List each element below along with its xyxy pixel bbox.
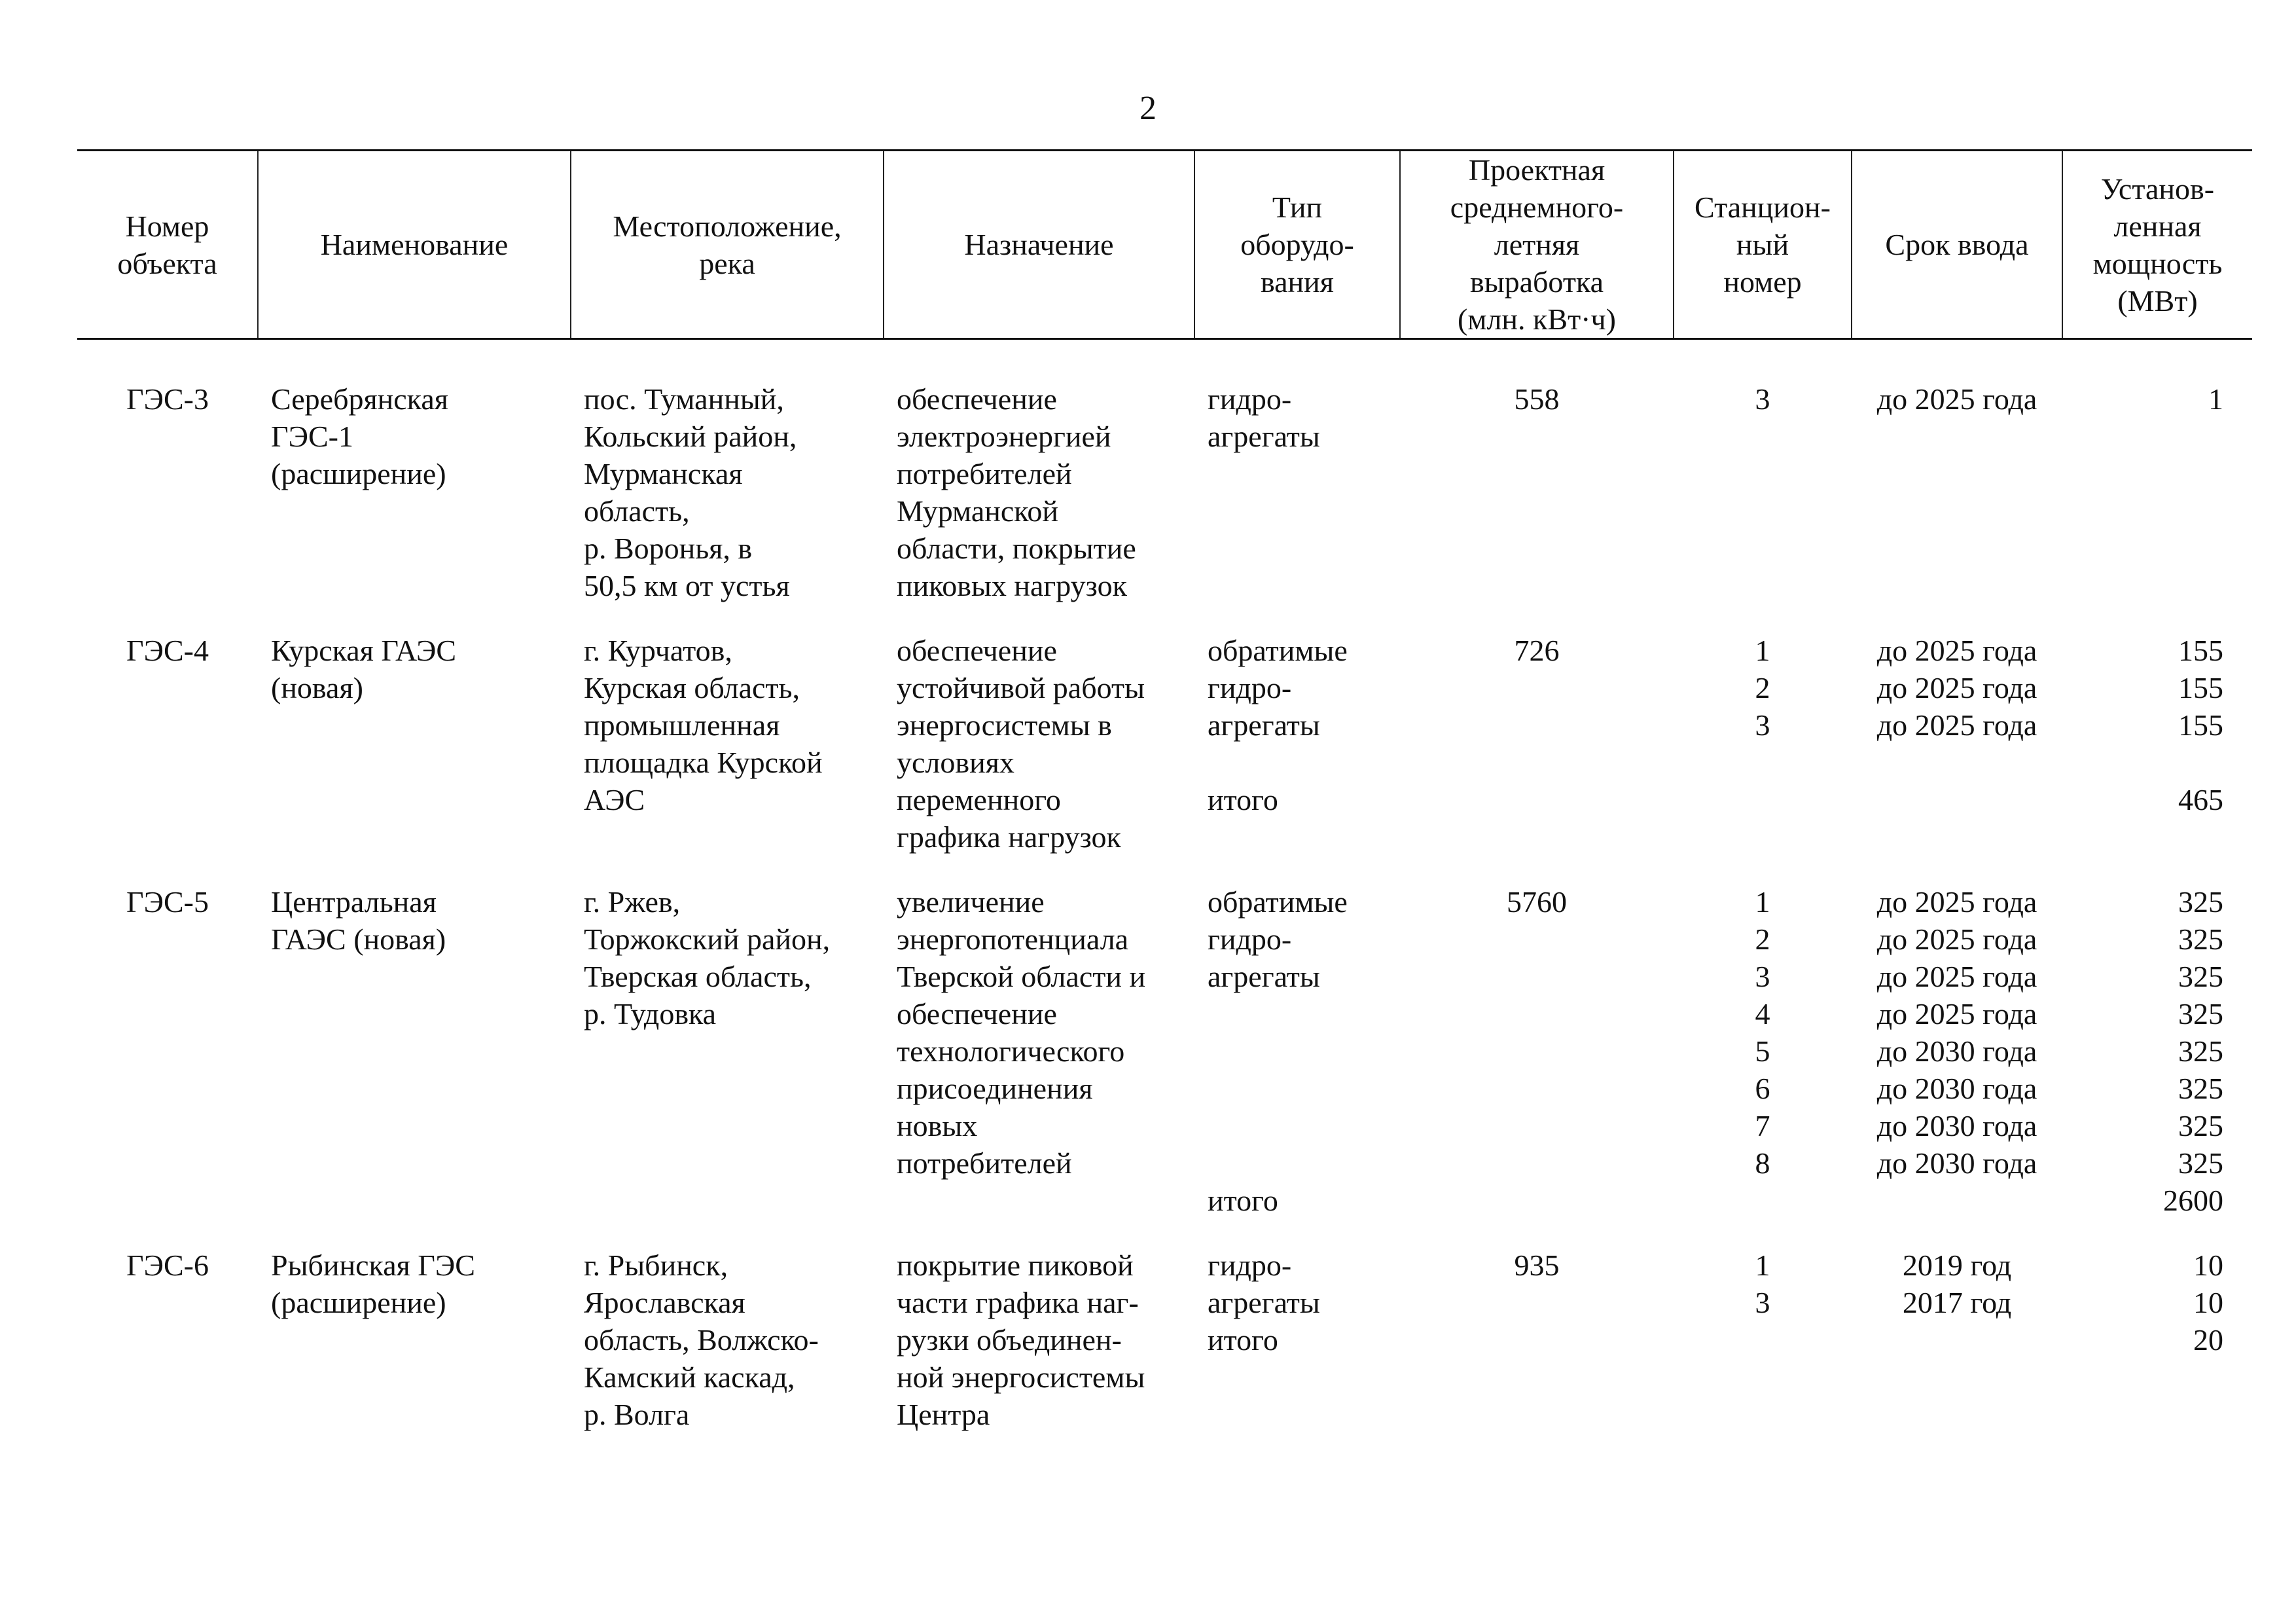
unit-numbers <box>1674 339 1852 632</box>
cell-line: увеличение <box>897 885 1045 919</box>
cell-line: обеспечение <box>897 997 1057 1030</box>
installed-capacity <box>2062 1247 2252 1461</box>
cell-line: пос. Туманный, <box>584 382 784 416</box>
cell-line: обеспечение <box>897 634 1057 667</box>
cell-line: 325 <box>2178 1072 2223 1105</box>
cell-line: до 2025 года <box>1876 997 2037 1030</box>
cell-line: технологического <box>897 1034 1125 1068</box>
cell-line: 3 <box>1755 960 1770 993</box>
header-id <box>77 151 258 339</box>
cell-line: 325 <box>2178 960 2223 993</box>
object-id: ГЭС-4 <box>126 634 209 667</box>
header-schedule <box>1852 151 2062 339</box>
header-capacity <box>2062 151 2252 339</box>
cell-line: Тверская область, <box>584 960 812 993</box>
cell-line: Срок ввода <box>1885 228 2029 261</box>
page-number: 2 <box>1139 90 1157 127</box>
cell-line: 20 <box>2193 1323 2223 1357</box>
cell-line: 2019 год <box>1902 1249 2012 1282</box>
cell-line: покрытие пиковой <box>897 1249 1134 1282</box>
unit-numbers <box>1674 632 1852 883</box>
header-name <box>258 151 571 339</box>
equipment-type <box>1194 632 1400 883</box>
cell-line: область, <box>584 494 690 528</box>
installed-capacity <box>2062 632 2252 883</box>
cell-line: до 2025 года <box>1876 708 2037 742</box>
blank-line <box>1208 1070 1400 1107</box>
cell-line: г. Курчатов, <box>584 634 732 667</box>
cell-line: гидро- <box>1208 1249 1292 1282</box>
cell-line: оборудо- <box>1240 228 1354 261</box>
cell-line: 325 <box>2178 885 2223 919</box>
cell-line: ной энергосистемы <box>897 1360 1145 1394</box>
blank-line <box>1208 1107 1400 1144</box>
cell-line: до 2030 года <box>1876 1034 2037 1068</box>
cell-line: 6 <box>1755 1072 1770 1105</box>
cell-line: 325 <box>2178 1109 2223 1142</box>
cell-line: 50,5 км от устья <box>584 569 790 602</box>
table-row <box>77 632 2252 883</box>
table-row <box>77 883 2252 1247</box>
cell-line: обратимые <box>1208 634 1348 667</box>
cell-line: Ярославская <box>584 1286 745 1319</box>
cell-line: ГАЭС (новая) <box>271 922 446 956</box>
equipment-type <box>1194 339 1400 632</box>
cell-line: выработка <box>1469 265 1604 299</box>
cell-line: 2 <box>1755 671 1770 704</box>
cell-line: части графика наг- <box>897 1286 1139 1319</box>
cell-line: Назначение <box>964 228 1114 261</box>
unit-numbers <box>1674 1247 1852 1461</box>
cell-line: р. Тудовка <box>584 997 717 1030</box>
cell-line: 465 <box>2178 783 2223 816</box>
cell-line: новых <box>897 1109 978 1142</box>
cell-line: гидро- <box>1208 922 1292 956</box>
blank-line <box>1208 744 1400 781</box>
cell-line: 2017 год <box>1902 1286 2012 1319</box>
cell-line: области, покрытие <box>897 532 1136 565</box>
cell-line: до 2025 года <box>1876 671 2037 704</box>
commissioning-dates <box>1852 883 2062 1247</box>
cell-line: Мурманская <box>584 457 743 490</box>
cell-line: 325 <box>2178 922 2223 956</box>
cell-line: 2600 <box>2163 1184 2223 1217</box>
hydro-plants-table <box>77 149 2252 1461</box>
cell-line: электроэнергией <box>897 420 1111 453</box>
cell-line: Станцион- <box>1695 191 1831 224</box>
object-id: ГЭС-3 <box>126 382 209 416</box>
cell-line: 1 <box>1755 885 1770 919</box>
installed-capacity <box>2062 339 2252 632</box>
header-location <box>571 151 884 339</box>
object-name <box>258 883 571 1247</box>
cell-line: 1 <box>1755 634 1770 667</box>
cell-line: Наименование <box>320 228 509 261</box>
cell-line: г. Ржев, <box>584 885 681 919</box>
table-row <box>77 1247 2252 1461</box>
commissioning-dates <box>1852 632 2062 883</box>
cell-line: итого <box>1208 783 1278 816</box>
cell-line: Номер <box>125 209 209 243</box>
cell-line: номер <box>1723 265 1802 299</box>
cell-line: (МВт) <box>2117 283 2198 318</box>
cell-line: Рыбинская ГЭС <box>271 1249 475 1282</box>
cell-line: 2 <box>1755 922 1770 956</box>
blank-line <box>1208 995 1400 1032</box>
object-name <box>258 339 571 632</box>
equipment-type <box>1194 1247 1400 1461</box>
cell-line: 3 <box>1755 708 1770 742</box>
cell-line: 4 <box>1755 997 1770 1030</box>
cell-line: ленная <box>2113 209 2202 243</box>
blank-line <box>2062 744 2223 781</box>
object-location <box>571 632 884 883</box>
cell-line: условиях <box>897 746 1014 779</box>
cell-line: 3 <box>1755 382 1770 416</box>
cell-line: (новая) <box>271 671 363 704</box>
object-id: ГЭС-6 <box>126 1249 209 1282</box>
cell-line: АЭС <box>584 783 645 816</box>
cell-line: агрегаты <box>1208 420 1320 453</box>
cell-line: (расширение) <box>271 457 446 490</box>
cell-line: обратимые <box>1208 885 1348 919</box>
cell-line: ГЭС-1 <box>271 420 353 453</box>
annual-output: 558 <box>1514 382 1560 416</box>
cell-line: 155 <box>2178 634 2223 667</box>
cell-line: потребителей <box>897 457 1072 490</box>
cell-line: Кольский район, <box>584 420 797 453</box>
cell-line: Тверской области и <box>897 960 1146 993</box>
cell-line: Курская область, <box>584 671 800 704</box>
cell-line: 325 <box>2178 997 2223 1030</box>
cell-line: Проектная <box>1468 153 1605 187</box>
cell-line: 1 <box>2208 382 2223 416</box>
object-purpose <box>884 339 1194 632</box>
commissioning-dates <box>1852 339 2062 632</box>
cell-line: Центральная <box>271 885 437 919</box>
cell-line: Установ- <box>2100 172 2215 206</box>
cell-line: область, Волжско- <box>584 1323 819 1357</box>
cell-line: до 2030 года <box>1876 1072 2037 1105</box>
cell-line: агрегаты <box>1208 708 1320 742</box>
object-location <box>571 883 884 1247</box>
cell-line: Мурманской <box>897 494 1058 528</box>
object-purpose <box>884 632 1194 883</box>
cell-line: 1 <box>1755 1249 1770 1282</box>
header-unit <box>1674 151 1852 339</box>
cell-line: потребителей <box>897 1146 1072 1180</box>
cell-line: среднемного- <box>1450 191 1624 224</box>
annual-output: 935 <box>1514 1249 1560 1282</box>
cell-line: до 2025 года <box>1876 634 2037 667</box>
cell-line: Местоположение, <box>613 209 842 243</box>
cell-line: объекта <box>117 246 217 280</box>
object-purpose <box>884 883 1194 1247</box>
cell-line: Центра <box>897 1398 990 1431</box>
cell-line: гидро- <box>1208 671 1292 704</box>
cell-line: агрегаты <box>1208 960 1320 993</box>
annual-output: 726 <box>1514 634 1560 667</box>
cell-line: 325 <box>2178 1034 2223 1068</box>
cell-line: до 2025 года <box>1876 885 2037 919</box>
cell-line: (расширение) <box>271 1286 446 1319</box>
cell-line: обеспечение <box>897 382 1057 416</box>
cell-line: 7 <box>1755 1109 1770 1142</box>
cell-line: рузки объединен- <box>897 1323 1122 1357</box>
cell-line: графика нагрузок <box>897 820 1121 854</box>
cell-line: река <box>699 246 755 280</box>
cell-line: Камский каскад, <box>584 1360 795 1394</box>
cell-line: мощность <box>2092 246 2223 280</box>
cell-line: г. Рыбинск, <box>584 1249 728 1282</box>
installed-capacity <box>2062 883 2252 1247</box>
cell-line: Курская ГАЭС <box>271 634 457 667</box>
cell-line: энергосистемы в <box>897 708 1112 742</box>
cell-line: итого <box>1208 1184 1278 1217</box>
cell-line: Тип <box>1272 191 1323 224</box>
table-row <box>77 339 2252 632</box>
cell-line: агрегаты <box>1208 1286 1320 1319</box>
cell-line: 8 <box>1755 1146 1770 1180</box>
cell-line: 155 <box>2178 671 2223 704</box>
cell-line: 10 <box>2193 1249 2223 1282</box>
annual-output: 5760 <box>1507 885 1567 919</box>
cell-line: до 2025 года <box>1876 382 2037 416</box>
cell-line: ный <box>1736 228 1789 261</box>
cell-line: промышленная <box>584 708 780 742</box>
cell-line: устойчивой работы <box>897 671 1145 704</box>
cell-line: переменного <box>897 783 1061 816</box>
blank-line <box>1208 1032 1400 1070</box>
cell-line: вания <box>1261 265 1334 299</box>
cell-line: гидро- <box>1208 382 1292 416</box>
unit-numbers <box>1674 883 1852 1247</box>
cell-line: присоединения <box>897 1072 1093 1105</box>
cell-line: площадка Курской <box>584 746 823 779</box>
blank-line <box>1208 1144 1400 1182</box>
object-name <box>258 1247 571 1461</box>
object-name <box>258 632 571 883</box>
cell-line: 3 <box>1755 1286 1770 1319</box>
object-purpose <box>884 1247 1194 1461</box>
header-output <box>1400 151 1674 339</box>
table-header-row <box>77 151 2252 339</box>
cell-line: р. Воронья, в <box>584 532 753 565</box>
cell-line: 325 <box>2178 1146 2223 1180</box>
object-location <box>571 1247 884 1461</box>
cell-line: 155 <box>2178 708 2223 742</box>
commissioning-dates <box>1852 1247 2062 1461</box>
cell-line: р. Волга <box>584 1398 690 1431</box>
cell-line: энергопотенциала <box>897 922 1129 956</box>
cell-line: 5 <box>1755 1034 1770 1068</box>
cell-line: летняя <box>1494 228 1580 261</box>
cell-line: пиковых нагрузок <box>897 569 1127 602</box>
cell-line: 10 <box>2193 1286 2223 1319</box>
cell-line: Серебрянская <box>271 382 448 416</box>
cell-line: до 2030 года <box>1876 1109 2037 1142</box>
header-equipment <box>1194 151 1400 339</box>
cell-line: до 2030 года <box>1876 1146 2037 1180</box>
object-location <box>571 339 884 632</box>
cell-line: Торжокский район, <box>584 922 831 956</box>
header-purpose <box>884 151 1194 339</box>
equipment-type <box>1194 883 1400 1247</box>
cell-line: до 2025 года <box>1876 922 2037 956</box>
cell-line: до 2025 года <box>1876 960 2037 993</box>
cell-line: (млн. кВт·ч) <box>1458 302 1616 336</box>
object-id: ГЭС-5 <box>126 885 209 919</box>
cell-line: итого <box>1208 1323 1278 1357</box>
